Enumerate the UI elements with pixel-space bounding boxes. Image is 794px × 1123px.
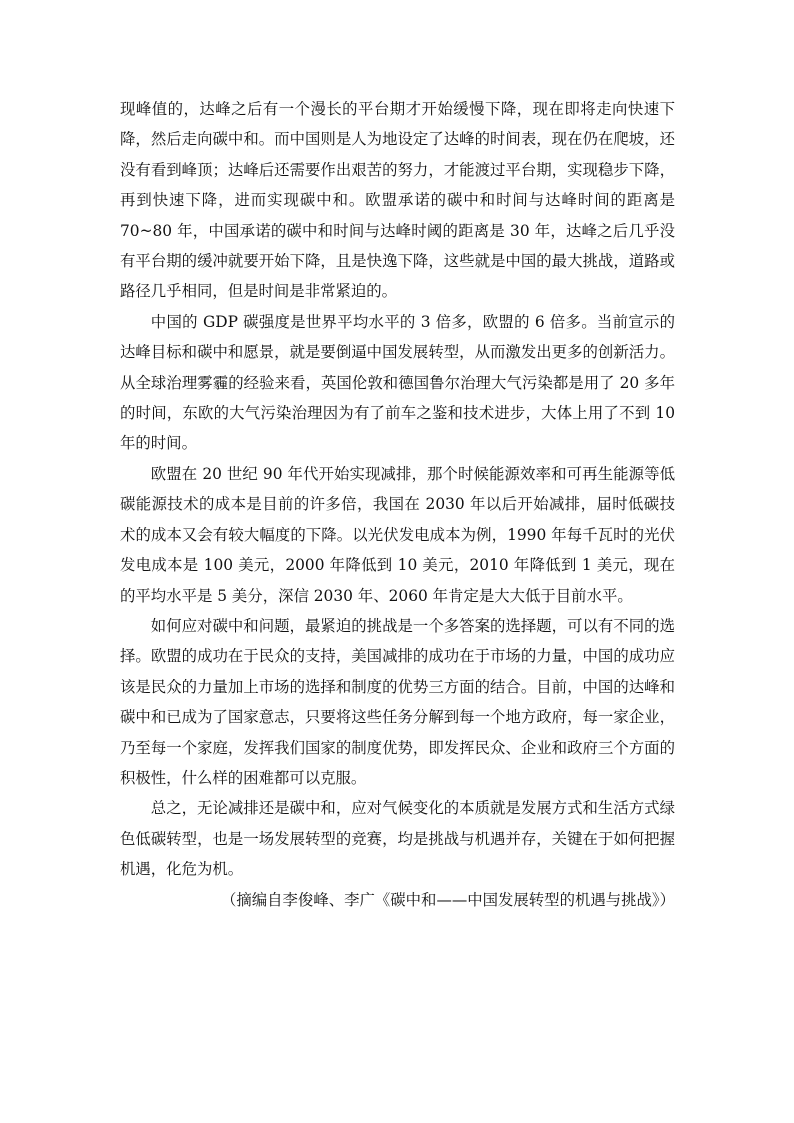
paragraph-2: 中国的 GDP 碳强度是世界平均水平的 3 倍多，欧盟的 6 倍多。当前宣示的达峰目标和碳中和愿景，就是要倒逼中国发展转型，从而激发出更多的创新活力。从全球治理雾霾的经验来看，英国伦敦和德国鲁尔治理大气污染都是用了 20 多年的时间，东欧的大气污染治理因为有了前车之鉴和技术进步，大体上用了不到 10 年的时间。 [120,312,675,453]
paragraph-3: 欧盟在 20 世纪 90 年代开始实现减排，那个时候能源效率和可再生能源等低碳能源技术的成本是目前的许多倍，我国在 2030 年以后开始减排，届时低碳技术的成本又会有较大幅度的下降。以光伏发电成本为例，1990 年每千瓦时的光伏发电成本是 100 美元，2000 年降低到 10 美元，2010 年降低到 1 美元，现在的平均水平是 5 美分，深信 2030 年、2060 年肯定是大大低于目前水平。 [120,464,675,605]
paragraph-5: 总之，无论减排还是碳中和，应对气候变化的本质就是发展方式和生活方式绿色低碳转型，也是一场发展转型的竞赛，均是挑战与机遇并存，关键在于如何把握机遇，化危为机。 [120,799,675,879]
paragraph-1: 现峰值的，达峰之后有一个漫长的平台期才开始缓慢下降，现在即将走向快速下降，然后走向碳中和。而中国则是人为地设定了达峰的时间表，现在仍在爬坡，还没有看到峰顶；达峰后还需要作出艰苦的努力，才能渡过平台期，实现稳步下降，再到快速下降，进而实现碳中和。欧盟承诺的碳中和时间与达峰时间的距离是 70~80 年，中国承诺的碳中和时间与达峰时阈的距离是 30 年，达峰之后几乎没有平台期的缓冲就要开始下降，且是快逸下降，这些就是中国的最大挑战，道路或路径几乎相同，但是时间是非常紧迫的。 [120,100,675,301]
article-body [120,94,675,915]
source-citation: （摘编自李俊峰、李广《碳中和——中国发展转型的机遇与挑战》） [220,890,675,909]
paragraph-4: 如何应对碳中和问题，最紧迫的挑战是一个多答案的选择题，可以有不同的选择。欧盟的成功在于民众的支持，美国减排的成功在于市场的力量，中国的成功应该是民众的力量加上市场的选择和制度的优势三方面的结合。目前，中国的达峰和碳中和已成为了国家意志，只要将这些任务分解到每一个地方政府，每一家企业，乃至每一个家庭，发挥我们国家的制度优势，即发挥民众、企业和政府三个方面的积极性，什么样的困难都可以克服。 [120,616,675,787]
